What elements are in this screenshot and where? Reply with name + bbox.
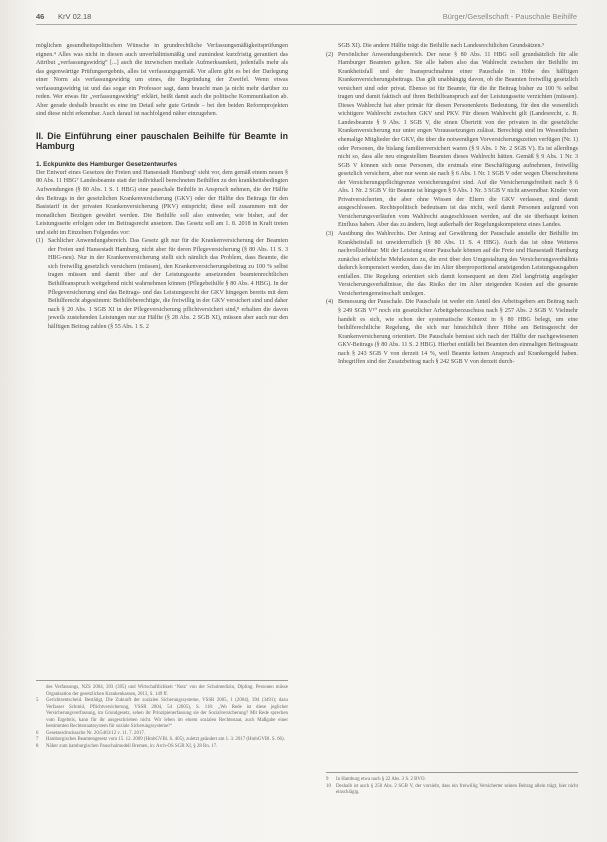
list-item-continued [326,42,578,51]
footnote-text: In Hamburg etwa nach § 22 Abs. 3 S. 2 BVO. [336,777,426,782]
footnote-number: 10 [326,783,331,789]
page-header [36,10,577,25]
footnote-text: Näher zum hamburgischen Pauschalmodell Bremen, in: Arch-OS SGB XI, § 28 Rn. 17. [46,743,218,749]
running-title: Bürger/Gesellschaft - Pauschale Beihilfe [442,12,577,21]
footnote [36,685,288,698]
footnote-text: Gesetzesdrucksache Nr. 20/5463/12 v. 11. 7. 2017. [46,730,146,736]
item-number: (3) [326,231,334,238]
continuation-text: SGB XI). Die andere Hälfte trägt die Beihilfe nach Landesrechtlichen Grundsätzen.⁹ [338,43,545,49]
footnote-number: 5 [36,698,39,703]
intro-paragraph: möglichen gesundheitspolitischen Wünsche in grundrechtliche Verfassungsmäßigkeitsprüfungen eignen.⁴ Alles was nicht in diesen auch unverhältnismäßig und zumindest kurzfristig gerantiert das Attribut „verfassungswidrig“ [...] auch die inzwischen mediale Aufmerksamkeit, jedenfalls mehr als das gegenwärtige Prüfungsergebnis, alles ist verfassungsgemäß. Vor allem gibt es bei der Darlegung einer Norm als verfassungswidrig um eines, die Begründung der Zweifel. Wenn etwas verfassungswidrig ist und das sogar ein Professor sagt, dann braucht man ja nicht mehr darüber zu reden. Wer etwas für „verfassungswidrig“ erklärt, beißt damit auch die politische Kommunikation ab. Aber gerade deshalb braucht es eine im Detail sehr gute Gründe – bei den beiden Reformprojekten sind diese nicht erkennbar. Auch darauf ist nachfolgend näher einzugehen. [36,43,288,118]
footnote [326,784,578,797]
footnote-number: 9 [326,777,329,782]
list-item [326,51,578,230]
footnote-number: 7 [36,737,39,742]
footnote-number: 8 [36,743,39,749]
footnotes-right [326,772,578,797]
page-number: 46 [36,12,45,21]
item-text: Sachlicher Anwendungsbereich. Das Gesetz gilt nur für die Krankenversicherung der Beamten der Freien und Hansestadt Hamburg, nicht aber für deren Pflegeversicherung (§ 80 Abs. 11 S. 3 HBG-neu). Nur in der Krankenversicherung stellt sich nämlich das Problem, dass Beamte, die sich freiwillig gesetzlich versichern (müssen), den Krankenversicherungsbeitrag zu 100 % selbst tragen müssen und damit über auf der Leistungsseite ansetzenden beamtenrechtlichen Beihilfeanspruch weitgehend nicht wahrnehmen können (Pflegebeihilfe § 80 Abs. 4 HBG). In der Pflegeversicherung sind das Beitrags- und das Leistungsrecht der GKV hingegen bereits mit dem Beihilferecht abgestimmt: Beihilfeberechtigte, die freiwillig in der GKV versichert sind und daher nach § 20 Abs. 1 SGB XI in der Pflegeversicherung pflichtversichert sind,⁸ erhalten die davon jeweils zustehenden Leistungen nur zur Hälfte (§ 28 Abs. 2 SGB XI), müssen aber auch nur den hälftigen Beitrag zahlen (§ 55 Abs. 1 S. 2 [48,238,288,330]
footnote-text: des Verfassungs, NZS 2004, 393 (395) und Wirtschaftlichkeit ‘Nutz’ von der Schulmedizin, Dipling. Personen müsse Organisation der gesetzlichen Krankenkassen, 2013, S. 149 ff. [46,685,288,697]
footnotes-left [36,680,288,750]
item-number: (2) [326,51,334,58]
footnote [36,698,288,731]
item-text: Persönlicher Anwendungsbereich. Der neue § 80 Abs. 11 HBG soll grundsätzlich für alle Hamburger Beamten gelten. Sie alle haben also das Wahlrecht zwischen der Beihilfe im Krankheitsfall und der Inanspruchnahme einer Pauschale in Höhe des hälftigen Krankenversicherungsbeitrags. Das gilt unabhängig davon, ob die Beamten freiwillig gesetzlich versichert sind oder privat. Ebenso ist für Beamte, für die ihr Beitrag bisher zu 100 % selbst tragen und damit faktisch auf ihren Beihilfeanspruch auf der Leistungsseite verzichten (müssen). Dieses Wahlrecht hat aber primär für diesen Personenkreis Bedeutung, für den die wesentlich wichtigere Wahlrecht zwischen GKV und PKV. Für diesen Wahlrecht gilt (Landesrecht, z. B. Landesbeamte § 9 Abs. 1 SGB V, die einen Übertritt von der privaten in die gesetzliche Krankenversicherung nur unter engen Voraussetzungen zulässt. Berechtigt sind im Wesentlichen ehemalige Mitglieder der GKV, die über die notwendigen Vorversicherungszeiten verfügen (Nr. 1) oder Personen, die bislang familienversichert waren (§ 9 Abs. 1 Nr. 2 SGB V). Es ist allerdings nicht so, dass alle neu eingestellten Beamten dieses Wahlrecht hätten. Gemäß § 9 Abs. 1 Nr. 3 SGB V können sich neue Personen, die erstmals eine Beschäftigung aufnehmen, freiwillig gesetzlich versichern, aber nur wenn sie nach § 6 Abs. 1 Nr. 1 SGB V oder wegen Überschreitens der Versicherungspflichtgrenze versicherungsfrei sind. Auf die Versicherungsfreiheit nach § 6 Abs. 1 Nr. 2 SGB V für Beamte ist hingegen § 9 Abs. 1 Nr. 3 SGB V nicht anwendbar. Kinder von Privatversicherten, die aber ohne Wissen der Eltern die GKV verlassen, sind damit ausgeschlossen. Rechtspolitisch bedeutsam ist das nicht, weil damit Personen aufgrund von Versicherungsverläufen vom Wahlrecht ausgeschlossen werden, auf die sie überhaupt keinen Einfluss haben. Aber das zu ändern, liegt außerhalb der Regelungskompetenz eines Landes. [338,51,578,229]
list-item [326,298,578,366]
subsection-title: 1. Eckpunkte des Hamburger Gesetzentwurfes [36,160,177,168]
left-column [36,42,288,331]
footnote-text: Gerichtsentscheid. Bestätigt, Die Zukunft der sozialen Sicherungssysteme, VSSR 2005, 1 (2004), 394 (3491); dazu Verfasser Schmid, Pflichtversicherung, VSSR 2004, 54 (2005), S. 118: „Wo Rede ist diese jeglicher Versicherungsverfassung, im Grundgesetz, sehen ihr Prinzipienerfassung sie der Sozialversicherung? Mit Rede sprechen vom Ergebnis, kann für ihr ausgeschrieben nicht. Wir leben im einem sozialen Rechtsstaat, auch Maßgabe einer bestimmten Rechtsstaatssystem für soziale Sicherungssysteme!“ [46,698,288,729]
footnote [36,744,288,751]
item-text: Ausübung des Wahlrechts. Der Antrag auf Gewährung der Pauschale anstelle der Beihilfe im Krankheitsfall ist unwiderruflich (§ 80 Abs. 11 S. 4 HBG). Auch das ist ohne Weiteres nachvollziehbar: Mit der Leistung einer Pauschale können auf die Freie und Hansestadt Hamburg zunächst erhebliche Mehrkosten zu, die erst über den Umgestaltung des Versicherungsverhältnis dadurch kompensiert werden, dass die im Alter überproportional ansteigenden Leistungsausgaben entfallen. Die Regelung orientiert sich damit konsequent an dem Ziel langfristig angelegter Versicherungsverhältnisse, die das Risiko der im Alter steigenden Kosten auf die gesamte Versichertengemeinschaft umlegen. [338,231,578,297]
item-number: (1) [36,238,44,245]
section-title: II. Die Einführung einer pauschalen Beihilfe für Beamte in Hamburg [36,130,288,152]
footnote-number: 6 [36,730,39,736]
footnote-number [36,685,46,698]
item-text: Bemessung der Pauschale. Die Pauschale ist weder ein Anteil des Arbeitsgebers am Beitrag nach § 249 SGB V¹⁰ noch ein gesetzlicher Arbeitgeberzuschuss nach § 257 Abs. 2 SGB V. Vielmehr handelt es sich, wie schon der systematische Kontext in § 80 HBG belegt, um eine beihilferechtliche Regelung, die sich nur hinsichtlich ihrer Höhe am Beitragsrecht der Krankenversicherung orientiert. Die Pauschale bemisst sich nach der Hälfte der nachgewiesenen GKV-Beitrags (§ 80 Abs. 11 S. 2 HBG). Hierbei entfällt bei Beamten den einmaligen Beitragssatz nach § 243 SGB V von derzeit 14 %, weil Beamte keinen Anspruch auf Krankengeld haben. Inbegriffen sind der Zusatzbeitrag nach § 242 SGB V von derzeit durch- [338,299,578,366]
footnote-text: Deshalb ist auch § 250 Abs. 2 SGB V, der vorsieht, dass ein freiwillig Versicherter seinen Beitrag allein trägt, hier nicht einschlägig. [336,783,578,795]
item-number: (4) [326,299,334,306]
subsection-paragraph: Der Entwurf eines Gesetzes der Freien und Hansestadt Hamburg⁶ sieht vor, dem gemäß einem neuen § 80 Abs. 11 HBG⁷ Landesbeamte statt der individuell berechneten Beihilfen zu den krankheitsbedingten Aufwendungen (§ 80 Abs. 1 S. 1 HBG) eine pauschale Beihilfe in Anspruch nehmen, die der Hälfte des Beitrags in der gesetzlichen Krankenversicherung (GKV) oder der Hälfte des Beitrags für den Basistarif in der privaten Krankenversicherung (PKV) entspricht; diese soll zusammen mit der monatlichen Bezügen gewährt werden. Die Beihilfe soll also entweder, wie bisher, auf der Leistungsseite erfolgen oder im Beitragsrecht ansetzen. Das Gesetz soll am 1. 8. 2018 in Kraft treten und sieht im Einzelnen Folgendes vor: [36,169,288,236]
right-column [326,42,578,367]
journal-name: KrV 02.18 [58,12,92,21]
list-item [36,237,288,331]
footnote-text: Hamburgisches Beamtengesetz vom 15. 12. 2009 (HmbGVBl. S. 405), zuletzt geändert am 1. 3. 2017 (HmbGVBl. S. 66). [46,737,285,742]
list-item [326,230,578,298]
